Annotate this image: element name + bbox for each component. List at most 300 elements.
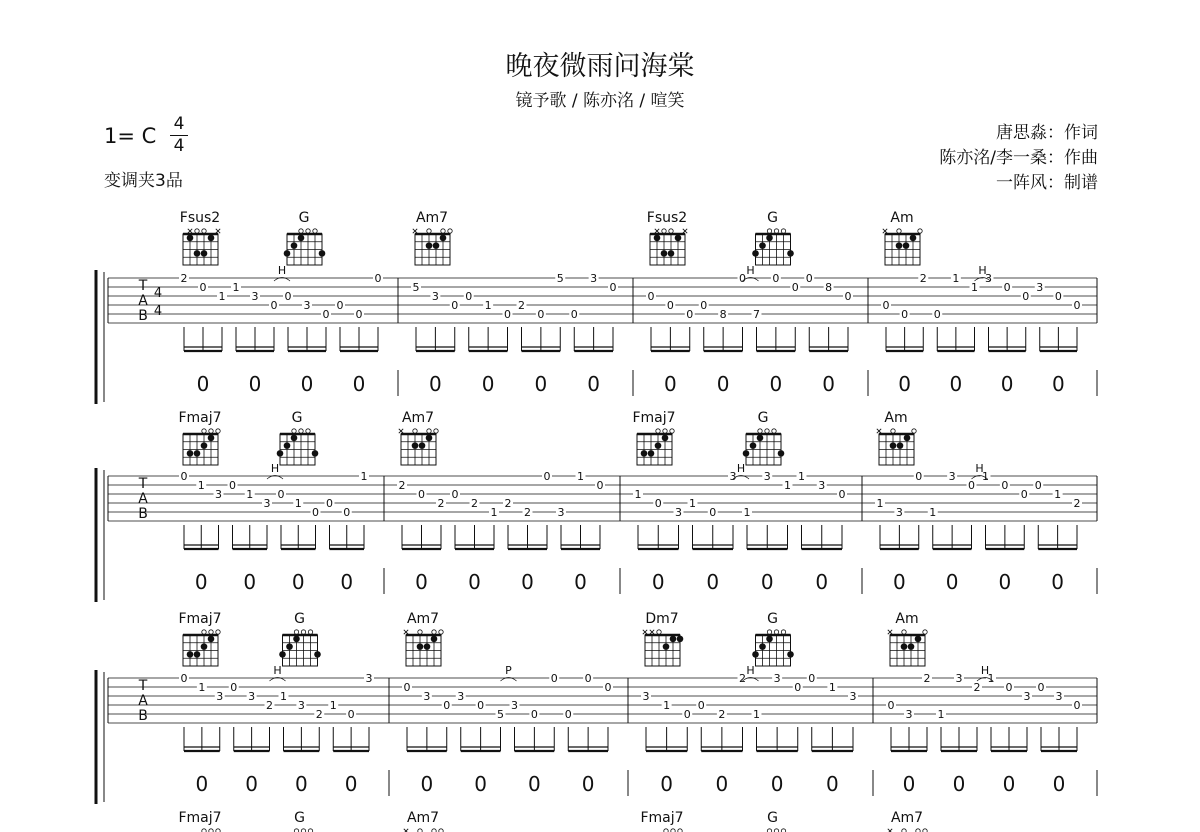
tab-fret-number: 0 [1022,290,1030,303]
chord-open-string-icon [663,429,667,433]
chord-name: G [291,410,303,426]
tab-fret-number: 1 [876,497,884,510]
tab-fret-number: 0 [697,699,705,712]
tab-fret-number: 0 [180,672,188,685]
tab-fret-number: 0 [887,699,895,712]
chord-finger-dot [904,435,911,442]
tab-fret-number: 2 [1073,497,1081,510]
tab-fret-number: 1 [484,299,492,312]
tab-fret-number: 1 [280,690,287,703]
tab-fret-number: 3 [985,272,992,285]
chord-diagram-fsus2 [647,210,687,265]
rhythm-mark: 0 [770,772,784,796]
chord-open-string-icon [216,429,220,433]
chord-name: Fmaj7 [640,810,684,826]
chord-diagram-fmaj7 [640,810,683,832]
tab-fret-number: 0 [1073,699,1081,712]
chord-name: Am [895,611,919,627]
technique-label: H [978,264,987,277]
chord-finger-dot [897,442,904,449]
tab-fret-number: 5 [412,281,420,294]
tab-fret-number: 1 [798,470,805,483]
chord-open-string-icon [294,630,298,634]
tab-fret-number: 1 [246,488,254,501]
tab-fret-number: 2 [180,272,188,285]
tab-fret-number: 0 [808,672,816,685]
tab-fret-number: 0 [451,299,459,312]
song-subtitle: 镜予歌 / 陈亦洺 / 喧笑 [515,91,685,111]
tab-fret-number: 2 [266,699,273,712]
rhythm-mark: 0 [769,372,783,396]
rhythm-mark: 0 [664,372,677,396]
credit-transcriber: 一阵风：制谱 [996,173,1098,193]
chord-open-string-icon [195,229,199,233]
chord-finger-dot [641,450,648,457]
chord-open-string-icon [418,630,422,634]
tab-fret-number: 0 [180,470,188,483]
chord-open-string-icon [765,429,769,433]
tab-fret-number: 0 [229,479,236,492]
tab-fret-number: 0 [570,308,578,321]
chord-name: Dm7 [645,611,679,627]
tab-fret-number: 0 [326,497,333,510]
tab-fret-number: 2 [518,299,525,312]
tab-fret-number: 3 [642,690,650,703]
tab-fret-number: 0 [322,308,330,321]
tab-clef-letter: B [138,308,148,324]
tab-fret-number: 0 [709,506,717,519]
technique-label: H [980,664,990,677]
chord-finger-dot [293,636,300,643]
tab-fret-number: 3 [303,299,311,312]
tab-fret-number: 3 [423,690,431,703]
tab-fret-number: 3 [849,690,857,703]
chord-finger-dot [279,651,286,658]
tab-fret-number: 3 [905,708,913,721]
tab-fret-number: 1 [663,699,671,712]
chord-open-string-icon [781,630,785,634]
chord-open-string-icon [299,229,303,233]
technique-label: H [736,462,746,475]
chord-diagram-am7 [399,410,438,465]
chord-finger-dot [208,636,215,643]
tab-system [96,810,1097,832]
tab-fret-number: 1 [1054,488,1062,501]
tab-fret-number: 0 [915,470,923,483]
chord-open-string-icon [427,229,431,233]
rhythm-mark: 0 [429,372,442,396]
chord-finger-dot [757,435,764,442]
chord-open-string-icon [662,229,666,233]
tab-fret-number: 3 [297,699,305,712]
chord-name: G [767,810,778,826]
chord-name: G [767,611,778,627]
chord-open-string-icon [767,630,771,634]
technique-label: H [273,664,282,677]
tab-fret-number: 0 [550,672,558,685]
chord-finger-dot [187,450,194,457]
tab-fret-number: 2 [315,708,323,721]
rhythm-mark: 0 [902,772,916,796]
tab-fret-number: 0 [277,488,285,501]
tab-fret-number: 0 [805,272,813,285]
technique-label: P [505,664,512,677]
tab-fret-number: 0 [791,281,799,294]
tab-fret-number: 0 [537,308,545,321]
chord-finger-dot [759,242,766,249]
tab-fret-number: 0 [596,479,604,492]
chord-name: Fmaj7 [178,410,222,426]
tab-fret-number: 0 [772,272,780,285]
rhythm-mark: 0 [420,772,434,796]
tab-fret-number: 2 [524,506,531,519]
tab-fret-number: 1 [360,470,368,483]
tab-clef-letter: A [138,491,148,507]
tab-fret-number: 3 [251,290,259,303]
chord-name: Am7 [401,410,435,426]
chord-open-string-icon [202,630,206,634]
chord-diagram-am7 [404,611,443,666]
chord-finger-dot [431,636,438,643]
rhythm-mark: 0 [760,570,774,594]
chord-finger-dot [759,643,766,650]
rhythm-mark: 0 [534,372,548,396]
chord-finger-dot [901,643,908,650]
chord-finger-dot [284,442,291,449]
tab-fret-number: 0 [284,290,292,303]
tab-time-top: 4 [153,286,163,301]
chord-open-string-icon [912,429,916,433]
tab-fret-number: 5 [497,708,504,721]
tab-fret-number: 1 [197,479,205,492]
chord-open-string-icon [891,429,895,433]
chord-open-string-icon [781,229,785,233]
chord-open-string-icon [306,229,310,233]
rhythm-mark: 0 [245,772,258,796]
chord-finger-dot [298,235,305,242]
tab-clef-letter: B [138,708,148,724]
credit-composer: 陈亦洺/李一桑：作曲 [939,148,1098,168]
tab-fret-number: 3 [818,479,826,492]
tab-fret-number: 1 [982,470,989,483]
tab-fret-number: 0 [654,497,662,510]
tab-fret-number: 3 [457,690,465,703]
rhythm-mark: 0 [521,570,534,594]
tab-fret-number: 0 [347,708,355,721]
chord-finger-dot [661,250,668,257]
chord-finger-dot [426,242,433,249]
tab-fret-number: 1 [634,488,642,501]
rhythm-mark: 0 [300,372,314,396]
chord-name: Fmaj7 [178,810,222,826]
time-signature-top: 4 [173,114,185,134]
chord-finger-dot [424,643,431,650]
tab-fret-number: 3 [763,470,771,483]
chord-diagram-fsus2 [180,210,220,265]
chord-open-string-icon [657,630,661,634]
chord-diagram-am7 [413,210,452,265]
tab-fret-number: 1 [937,708,945,721]
rhythm-mark: 0 [822,372,835,396]
tab-fret-number: 2 [973,681,981,694]
tab-fret-number: 2 [504,497,512,510]
tab-fret-number: 0 [1001,479,1009,492]
chord-open-string-icon [774,229,778,233]
chord-open-string-icon [758,429,762,433]
tab-fret-number: 8 [825,281,833,294]
chord-name: Fsus2 [179,210,221,226]
tab-fret-number: 0 [403,681,411,694]
chord-open-string-icon [308,630,312,634]
chord-name: G [298,210,310,226]
tab-fret-number: 0 [901,308,909,321]
technique-label: H [975,462,984,475]
tab-fret-number: 0 [933,308,941,321]
chord-finger-dot [662,435,669,442]
song-title: 晚夜微雨问海棠 [505,51,695,82]
rhythm-mark: 0 [898,372,911,396]
chord-name: Am7 [890,810,924,826]
chord-open-string-icon [413,429,417,433]
chord-finger-dot [187,235,194,242]
tab-fret-number: 3 [895,506,903,519]
tab-fret-number: 0 [700,299,708,312]
chord-finger-dot [663,643,670,650]
chord-finger-dot [419,442,426,449]
rhythm-mark: 0 [295,772,308,796]
chord-finger-dot [670,636,677,643]
chord-finger-dot [284,250,291,257]
chord-finger-dot [208,435,215,442]
chord-diagram-am7 [888,810,927,832]
rhythm-mark: 0 [706,570,720,594]
rhythm-mark: 0 [945,570,959,594]
rhythm-mark: 0 [998,570,1012,594]
tab-fret-number: 1 [689,497,696,510]
tab-fret-number: 0 [451,488,459,501]
tab-fret-number: 1 [971,281,978,294]
tab-fret-number: 3 [773,672,781,685]
chord-finger-dot [194,250,201,257]
chord-open-string-icon [669,229,673,233]
chord-open-string-icon [299,429,303,433]
tab-fret-number: 3 [263,497,271,510]
chord-finger-dot [187,651,194,658]
rhythm-mark: 0 [248,372,262,396]
rhythm-mark: 0 [826,772,839,796]
chord-finger-dot [291,435,298,442]
chord-finger-dot [291,242,298,249]
chord-name: G [757,410,769,426]
rhythm-mark: 0 [1051,570,1064,594]
rhythm-mark: 0 [481,372,495,396]
chord-finger-dot [277,450,284,457]
chord-finger-dot [675,235,682,242]
rhythm-mark: 0 [715,772,729,796]
tab-fret-number: 1 [952,272,960,285]
chord-diagram-g [752,810,794,832]
tab-fret-number: 1 [987,672,995,685]
chord-name: G [767,210,778,226]
tab-fret-number: 0 [584,672,592,685]
tab-fret-number: 0 [443,699,451,712]
technique-label: H [746,264,755,277]
tab-fret-number: 1 [929,506,937,519]
rhythm-mark: 0 [1000,372,1014,396]
chord-open-string-icon [432,630,436,634]
chord-open-string-icon [202,229,206,233]
rhythm-mark: 0 [952,772,966,796]
chord-diagram-am7 [404,810,443,832]
chord-name: Am [884,410,908,426]
tab-fret-number: 0 [312,506,319,519]
tab-fret-number: 0 [270,299,278,312]
chord-diagram-fmaj7 [178,410,221,465]
chord-finger-dot [908,643,915,650]
chord-finger-dot [417,643,424,650]
tab-fret-number: 0 [1073,299,1081,312]
rhythm-mark: 0 [587,372,600,396]
tab-system [96,410,1097,602]
chord-finger-dot [648,450,655,457]
rhythm-mark: 0 [243,570,257,594]
chord-finger-dot [654,235,661,242]
chord-finger-dot [766,235,773,242]
rhythm-mark: 0 [528,772,541,796]
tab-fret-number: 0 [1037,681,1045,694]
chord-open-string-icon [897,229,901,233]
tab-fret-number: 1 [218,290,226,303]
chord-finger-dot [778,450,785,457]
chord-finger-dot [655,442,662,449]
chord-open-string-icon [209,630,213,634]
tab-fret-number: 3 [431,290,439,303]
tab-system [96,611,1097,804]
tab-fret-number: 3 [948,470,956,483]
chord-finger-dot [286,643,293,650]
tab-fret-number: 1 [784,479,791,492]
tab-fret-number: 1 [743,506,751,519]
chord-finger-dot [319,250,326,257]
chord-name: Am [890,210,914,226]
rhythm-mark: 0 [651,570,665,594]
tab-fret-number: 3 [216,690,224,703]
chord-finger-dot [752,651,759,658]
rhythm-mark: 0 [344,772,358,796]
tab-clef-letter: T [138,476,148,492]
tab-fret-number: 0 [739,272,746,285]
tab-fret-number: 1 [490,506,498,519]
tab-fret-number: 3 [590,272,598,285]
tab-fret-number: 0 [647,290,655,303]
time-signature-bottom: 4 [173,136,185,156]
chord-open-string-icon [427,429,431,433]
tab-fret-number: 3 [729,470,737,483]
chord-open-string-icon [923,630,927,634]
rhythm-mark: 0 [468,570,481,594]
chord-name: Am7 [406,810,440,826]
chord-finger-dot [194,450,201,457]
chord-name: Fmaj7 [178,611,222,627]
tab-fret-number: 0 [794,681,802,694]
tab-clef-letter: B [138,506,148,522]
tab-fret-number: 0 [543,470,551,483]
chord-finger-dot [201,250,208,257]
chord-finger-dot [668,250,675,257]
rhythm-mark: 0 [194,570,208,594]
tab-fret-number: 0 [882,299,890,312]
chord-diagram-dm7 [643,611,684,666]
tab-fret-number: 5 [556,272,564,285]
chord-open-string-icon [306,429,310,433]
technique-label: H [270,462,280,475]
tab-fret-number: 3 [1023,690,1031,703]
tab-fret-number: 0 [1034,479,1042,492]
capo-note: 变调夹3品 [104,171,183,191]
chord-open-string-icon [656,429,660,433]
rhythm-mark: 0 [1002,772,1016,796]
tab-fret-number: 0 [683,708,691,721]
tab-fret-number: 0 [1005,681,1013,694]
tab-fret-number: 7 [753,308,760,321]
chord-diagram-fmaj7 [178,810,221,832]
credit-lyricist: 唐思淼：作词 [996,123,1098,143]
tab-fret-number: 3 [1036,281,1044,294]
chord-diagram-fmaj7 [178,611,221,666]
tab-fret-number: 0 [838,488,846,501]
chord-finger-dot [426,435,433,442]
tab-fret-number: 1 [232,281,240,294]
chord-diagram-am [883,210,922,265]
chord-name: Fmaj7 [632,410,676,426]
chord-finger-dot [194,651,201,658]
tab-fret-number: 0 [564,708,572,721]
tab-fret-number: 0 [504,308,511,321]
technique-label: H [746,664,755,677]
tab-fret-number: 3 [365,672,373,685]
chord-open-string-icon [774,630,778,634]
tab-fret-number: 0 [336,299,344,312]
chord-open-string-icon [670,429,674,433]
chord-open-string-icon [301,630,305,634]
chord-finger-dot [440,235,447,242]
tab-fret-number: 0 [465,290,473,303]
chord-diagram-g [743,410,785,465]
chord-open-string-icon [448,229,452,233]
chord-diagram-am [888,611,927,666]
tab-fret-number: 2 [919,272,927,285]
chord-open-string-icon [772,429,776,433]
tab-clef-letter: T [138,278,148,294]
rhythm-mark: 0 [352,372,366,396]
tab-fret-number: 3 [955,672,963,685]
chord-finger-dot [433,242,440,249]
rhythm-mark: 0 [415,570,428,594]
tab-fret-number: 8 [719,308,727,321]
chord-diagram-g [277,410,319,465]
tab-fret-number: 1 [577,470,584,483]
tab-fret-number: 0 [1054,290,1062,303]
chord-diagram-g [279,810,321,832]
tab-fret-number: 0 [1003,281,1011,294]
tab-fret-number: 0 [199,281,207,294]
tab-fret-number: 2 [739,672,746,685]
key-signature: 1= C [104,124,157,148]
tab-fret-number: 3 [557,506,565,519]
tab-fret-number: 2 [471,497,478,510]
chord-finger-dot [201,442,208,449]
tab-fret-number: 0 [844,290,852,303]
